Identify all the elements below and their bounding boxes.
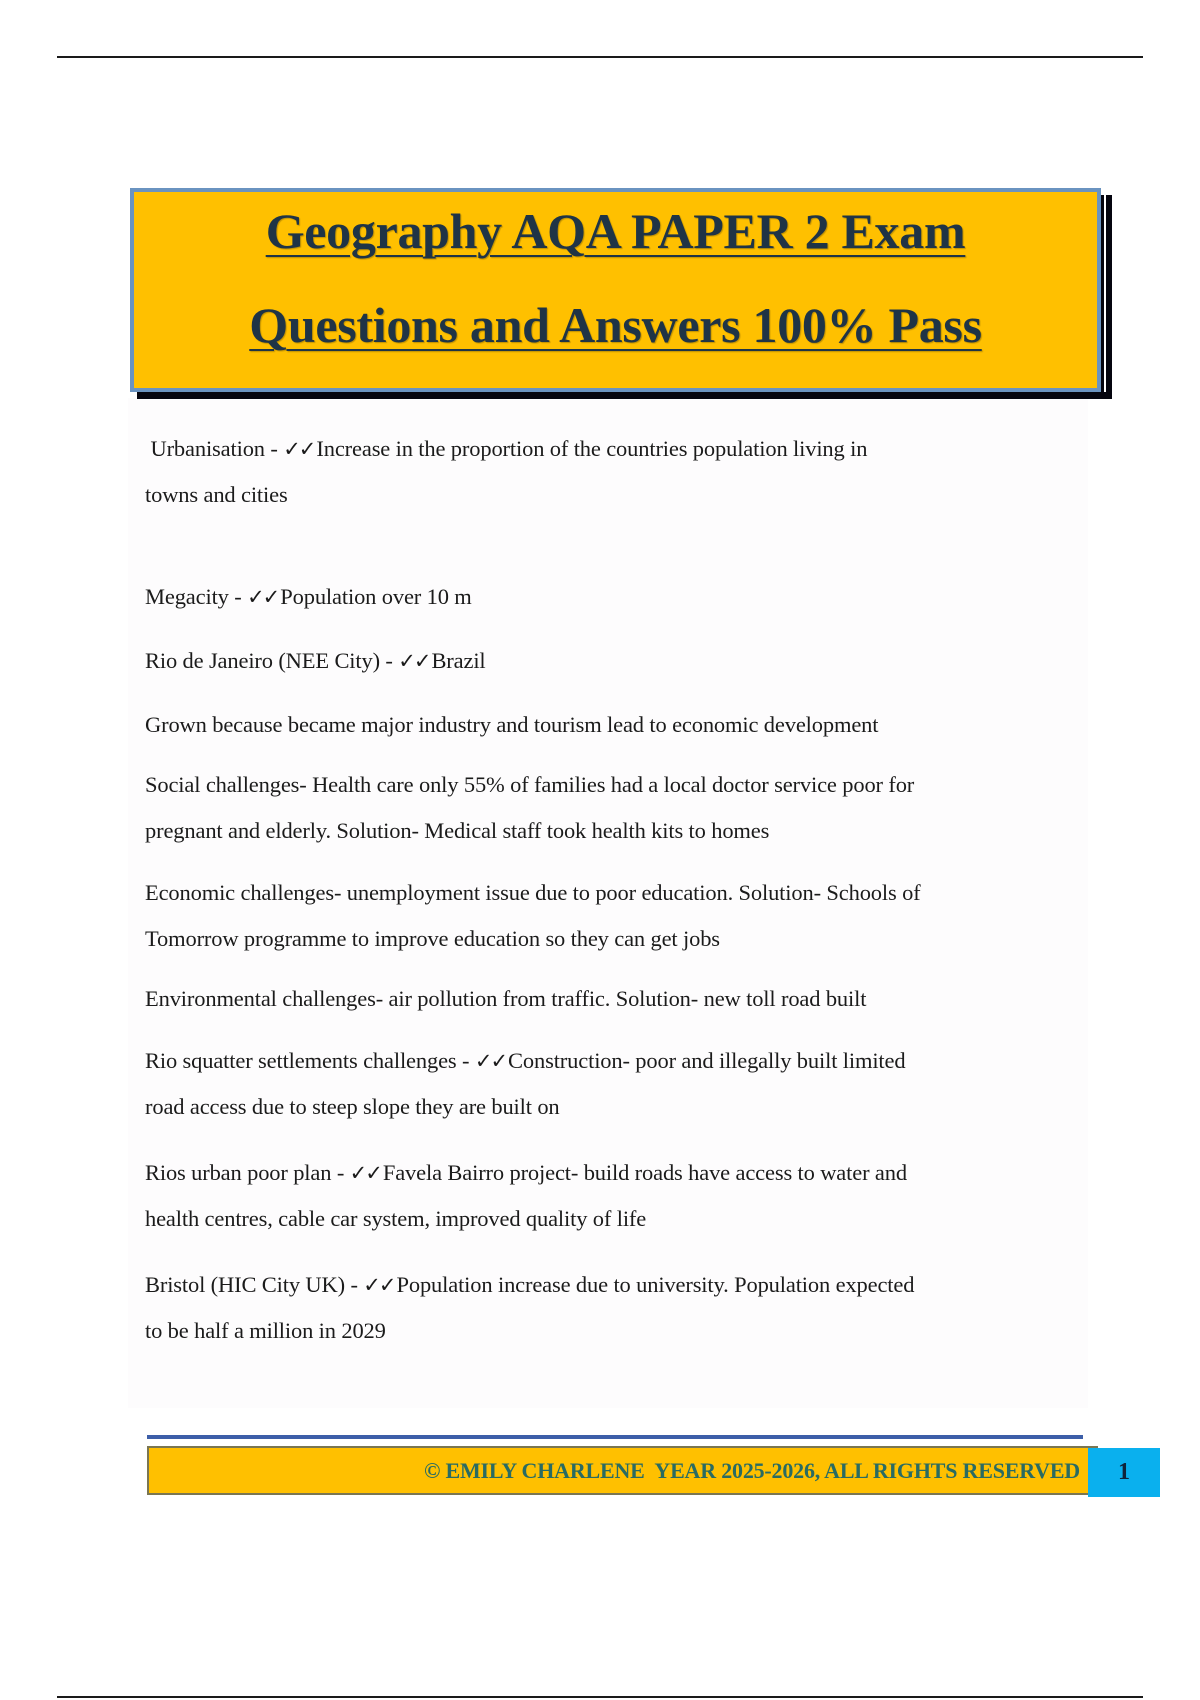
double-check-icon: ✓✓ [363, 1273, 395, 1297]
top-page-rule [57, 56, 1143, 58]
double-check-icon: ✓✓ [474, 1049, 507, 1073]
qa-entry-growth-reason [145, 702, 1085, 748]
qa-entry-urbanisation [145, 426, 1085, 518]
entry-definition: Economic challenges- unemployment issue due to poor education. Solution- Schools of [145, 880, 921, 905]
qa-entry-urban-poor-plan [145, 1150, 1085, 1242]
footer-banner [147, 1446, 1098, 1495]
qa-entry-social-challenges [145, 762, 1085, 854]
title-line-1: Geography AQA PAPER 2 Exam [265, 203, 966, 259]
entry-continuation: towns and cities [145, 482, 288, 507]
footer-rule [147, 1435, 1083, 1439]
qa-entry-environmental-challenges [145, 976, 1085, 1022]
entry-definition: Population over 10 m [280, 584, 472, 609]
entry-definition: Grown because became major industry and tourism lead to economic development [145, 712, 879, 737]
entry-definition: Brazil [431, 648, 486, 673]
entry-continuation: road access due to steep slope they are built on [145, 1094, 560, 1119]
entry-term: Bristol (HIC City UK) - [145, 1272, 364, 1297]
title-line-2: Questions and Answers 100% Pass [249, 297, 982, 353]
qa-entry-rio-de-janeiro [145, 638, 1085, 684]
double-check-icon: ✓✓ [247, 585, 279, 609]
double-check-icon: ✓✓ [398, 649, 430, 673]
entry-continuation: Tomorrow programme to improve education so they can get jobs [145, 926, 720, 951]
title-banner [130, 188, 1101, 392]
copyright-notice: © EMILY CHARLENE YEAR 2025-2026, ALL RIGHTS RESERVED [423, 1457, 1080, 1483]
page-number-box [1088, 1448, 1160, 1497]
double-check-icon: ✓✓ [283, 437, 315, 461]
double-check-icon: ✓✓ [349, 1161, 381, 1185]
entry-continuation: pregnant and elderly. Solution- Medical staff took health kits to homes [145, 818, 770, 843]
qa-entry-megacity [145, 574, 1085, 620]
entry-definition: Population increase due to university. Population expected [396, 1272, 915, 1297]
entry-term: Urbanisation - [145, 436, 284, 461]
page-number: 1 [1118, 1459, 1130, 1485]
entry-definition: Environmental challenges- air pollution from traffic. Solution- new toll road built [145, 986, 867, 1011]
qa-entry-economic-challenges [145, 870, 1085, 962]
entry-definition: Construction- poor and illegally built limited [508, 1048, 906, 1073]
entry-term: Megacity - [145, 584, 248, 609]
qa-entry-squatter-settlements [145, 1038, 1085, 1130]
entry-continuation: to be half a million in 2029 [145, 1318, 386, 1343]
bottom-page-rule [57, 1696, 1143, 1698]
entry-term: Rio de Janeiro (NEE City) - [145, 648, 399, 673]
entry-continuation: health centres, cable car system, improved quality of life [145, 1206, 647, 1231]
entry-term: Rio squatter settlements challenges - [145, 1048, 475, 1073]
entry-term: Rios urban poor plan - [145, 1160, 350, 1185]
entry-definition: Favela Bairro project- build roads have access to water and [382, 1160, 907, 1185]
entry-definition: Social challenges- Health care only 55% of families had a local doctor service poor for [145, 772, 915, 797]
qa-entry-bristol [145, 1262, 1085, 1354]
entry-definition: Increase in the proportion of the countries population living in [316, 436, 868, 461]
